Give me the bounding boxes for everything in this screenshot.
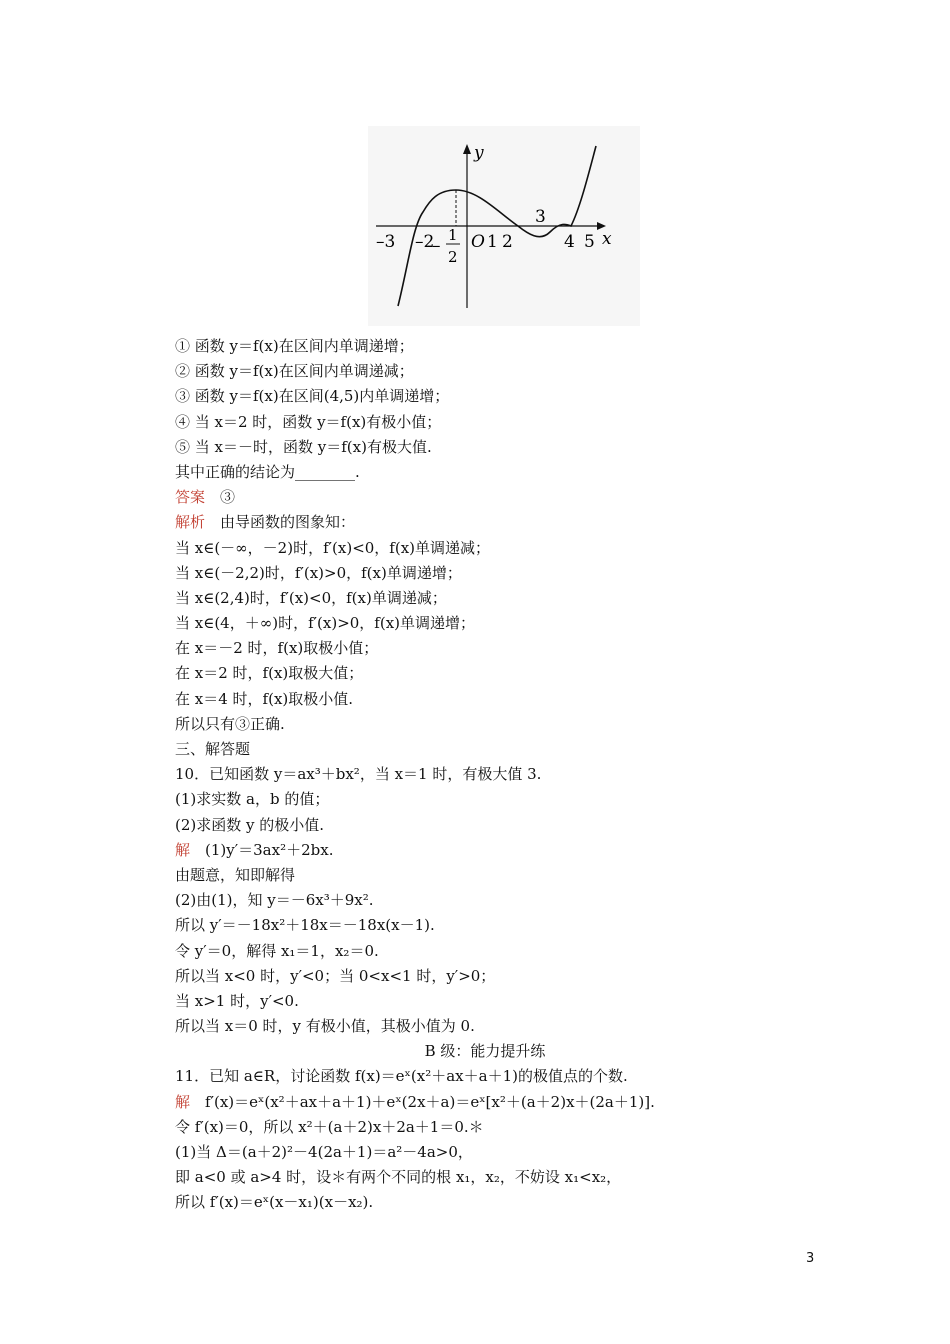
line-text: ③ 函数 y＝f(x)在区间(4,5)内单调递增； (175, 387, 450, 406)
origin-label: O (471, 232, 485, 252)
text-line (175, 485, 795, 510)
answer-label: 解析 (175, 513, 206, 532)
text-line (175, 334, 795, 359)
line-text: ① 函数 y＝f(x)在区间内单调递增； (175, 337, 414, 355)
y-axis-label: y (474, 143, 484, 163)
line-text: 11．已知 a∈R，讨论函数 f(x)＝eˣ(x²＋ax＋a＋1)的极值点的个数. (175, 1067, 628, 1086)
text-line (175, 661, 795, 686)
line-text: 由题意，知即解得 (175, 865, 296, 884)
x-axis-label: x (602, 229, 612, 249)
text-line (175, 1165, 795, 1190)
text-line (175, 687, 795, 712)
text-line (175, 611, 795, 636)
line-text: 在 x＝4 时，f(x)取极小值. (175, 689, 354, 708)
text-line (175, 510, 795, 535)
text-line (175, 888, 795, 913)
text-line (175, 1115, 795, 1140)
tick-label-4: 4 (564, 232, 575, 252)
line-text: (1)求实数 a，b 的值； (175, 790, 330, 809)
text-line (175, 536, 795, 561)
line-text: 所以只有③正确. (175, 714, 285, 733)
line-text: 所以当 x＝0 时，y 有极小值，其极小值为 0. (175, 1017, 475, 1036)
text-line (175, 712, 795, 737)
line-text: (2)由(1)，知 y＝－6x³＋9x². (175, 891, 374, 910)
line-text: 在 x＝2 时，f(x)取极大值； (175, 664, 364, 683)
line-text: 当 x∈(－∞，－2)时，f′(x)<0，f(x)单调递减； (175, 538, 491, 557)
text-line (175, 762, 795, 787)
line-text: f′(x)＝eˣ(x²＋ax＋a＋1)＋eˣ(2x＋a)＝eˣ[x²＋(a＋2)x＋(2a＋1)]. (190, 1092, 655, 1111)
line-text: 由导函数的图象知： (205, 513, 356, 532)
line-text: 当 x∈(2,4)时，f′(x)<0，f(x)单调递减； (175, 588, 447, 607)
annotation-3: 3 (535, 207, 546, 227)
line-text: 即 a<0 或 a>4 时，设＊有两个不同的根 x₁，x₂，不妨设 x₁<x₂， (175, 1168, 622, 1187)
line-text: (1)当 Δ＝(a＋2)²－4(2a＋1)＝a²－4a>0， (175, 1143, 473, 1161)
text-line (175, 359, 795, 384)
answer-label: 答案 (175, 488, 206, 507)
line-text: 三、解答题 (175, 740, 251, 758)
text-line (175, 1190, 795, 1215)
line-text: ③ (205, 488, 236, 507)
text-line (175, 1014, 795, 1039)
tick-label-2: 2 (502, 232, 513, 252)
derivative-graph-figure (368, 126, 640, 326)
line-text: (2)求函数 y 的极小值. (175, 815, 325, 834)
line-text: 令 y′＝0，解得 x₁＝1，x₂＝0. (175, 941, 379, 960)
line-text: 当 x>1 时，y′<0. (175, 991, 299, 1010)
text-line (175, 1039, 795, 1064)
line-text: ⑤ 当 x＝－时，函数 y＝f(x)有极大值. (175, 437, 432, 456)
tick-label-half-numerator: 1 (448, 226, 458, 244)
text-line (175, 1140, 795, 1165)
text-line (175, 384, 795, 409)
text-line (175, 913, 795, 938)
text-line (175, 838, 795, 863)
tick-label-neg3: –3 (376, 232, 396, 252)
text-line (175, 435, 795, 460)
line-text: B 级：能力提升练 (424, 1042, 546, 1061)
text-line (175, 863, 795, 888)
text-line (175, 410, 795, 435)
tick-label-1: 1 (487, 232, 498, 252)
text-line (175, 460, 795, 485)
line-text: 当 x∈(－2,2)时，f′(x)>0，f(x)单调递增； (175, 563, 462, 582)
tick-label-half-denominator: 2 (448, 248, 458, 266)
text-line (175, 964, 795, 989)
line-text: 所以 y′＝－18x²＋18x＝－18x(x－1). (175, 916, 435, 935)
line-text: 当 x∈(4，＋∞)时，f′(x)>0，f(x)单调递增； (175, 614, 476, 633)
text-line (175, 737, 795, 762)
text-line (175, 787, 795, 812)
line-text: 所以 f′(x)＝eˣ(x－x₁)(x－x₂). (175, 1193, 374, 1212)
line-text: 令 f′(x)＝0，所以 x²＋(a＋2)x＋2a＋1＝0.＊ (175, 1117, 484, 1136)
tick-label-neg-half-sign: – (432, 236, 441, 256)
line-text: ② 函数 y＝f(x)在区间内单调递减； (175, 362, 414, 381)
tick-label-neg2: –2 (415, 232, 435, 252)
text-line (175, 1090, 795, 1115)
text-line (175, 813, 795, 838)
document-body (175, 334, 795, 1216)
line-text: (1)y′＝3ax²＋2bx. (190, 840, 334, 859)
line-text: ④ 当 x＝2 时，函数 y＝f(x)有极小值； (175, 412, 442, 431)
text-line (175, 1064, 795, 1089)
text-line (175, 561, 795, 586)
answer-label: 解 (175, 840, 191, 859)
line-text: 所以当 x<0 时，y′<0；当 0<x<1 时，y′>0； (175, 966, 496, 985)
line-text: 10．已知函数 y＝ax³＋bx²，当 x＝1 时，有极大值 3. (175, 765, 542, 784)
page-number: 3 (806, 1251, 815, 1266)
text-line (175, 636, 795, 661)
tick-label-5: 5 (584, 232, 595, 252)
text-line (175, 939, 795, 964)
derivative-graph-svg (368, 126, 640, 326)
answer-label: 解 (175, 1092, 191, 1111)
line-text: 其中正确的结论为________. (175, 462, 360, 481)
text-line (175, 586, 795, 611)
text-line (175, 989, 795, 1014)
line-text: 在 x＝－2 时，f(x)取极小值； (175, 639, 379, 658)
